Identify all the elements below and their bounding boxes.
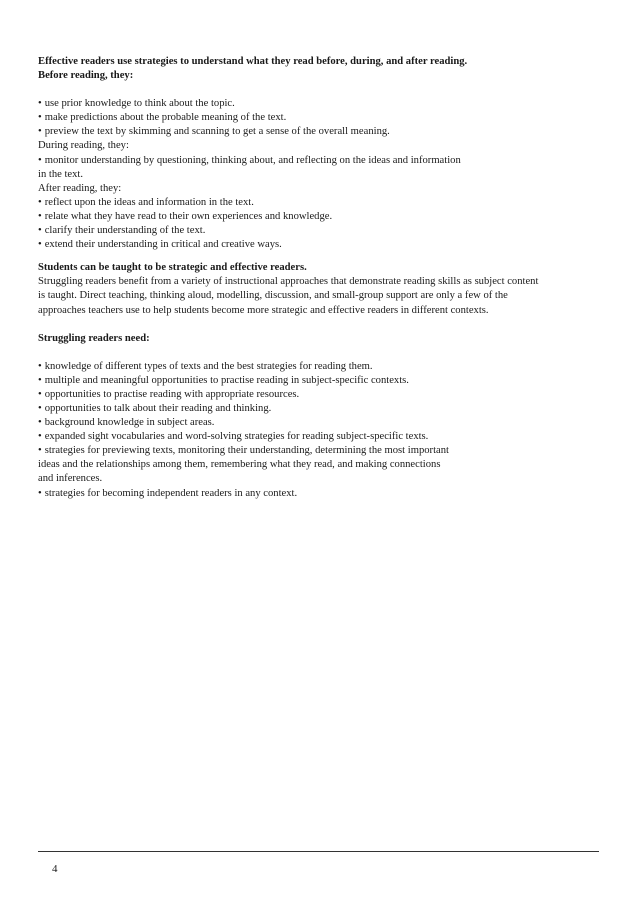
paragraph-line: Struggling readers benefit from a variety of instructional approaches that demonstrate reading skills as subject content [38, 276, 539, 288]
paragraph-line: is taught. Direct teaching, thinking aloud, modelling, discussion, and small-group support are only a few of the [38, 290, 508, 302]
spacer [38, 83, 608, 97]
list-item: • opportunities to practise reading with appropriate resources. [38, 388, 608, 402]
page-content [38, 55, 608, 501]
list-item: • make predictions about the probable meaning of the text. [38, 111, 608, 125]
list-item-continuation: and inferences. [38, 473, 103, 485]
list-item: • preview the text by skimming and scanning to get a sense of the overall meaning. [38, 125, 608, 139]
list-item: • use prior knowledge to think about the topic. [38, 97, 608, 111]
during-reading-heading: During reading, they: [38, 140, 129, 152]
list-item: • knowledge of different types of texts and the best strategies for reading them. [38, 360, 608, 374]
list-item: • multiple and meaningful opportunities to practise reading in subject-specific contexts. [38, 374, 608, 388]
list-item-continuation: ideas and the relationships among them, remembering what they read, and making connections [38, 459, 441, 471]
list-item: • extend their understanding in critical and creative ways. [38, 238, 608, 252]
list-item: • expanded sight vocabularies and word-solving strategies for reading subject-specific texts. [38, 430, 608, 444]
after-reading-heading: After reading, they: [38, 182, 122, 194]
list-item: • opportunities to talk about their reading and thinking. [38, 402, 608, 416]
list-item: • strategies for becoming independent readers in any context. [38, 487, 608, 501]
section-heading-strategic-readers: Students can be taught to be strategic and effective readers. [38, 262, 307, 274]
list-item: • background knowledge in subject areas. [38, 416, 608, 430]
list-item: • strategies for previewing texts, monitoring their understanding, determining the most important [38, 444, 608, 458]
before-reading-heading: Before reading, they: [38, 70, 134, 82]
spacer [38, 346, 608, 360]
spacer [38, 318, 608, 332]
section-heading-effective-readers: Effective readers use strategies to understand what they read before, during, and after reading. [38, 56, 468, 67]
list-item: • reflect upon the ideas and information in the text. [38, 196, 608, 210]
list-item-continuation: in the text. [38, 168, 84, 180]
list-item: • relate what they have read to their own experiences and knowledge. [38, 210, 608, 224]
page-number: 4 [52, 863, 58, 875]
spacer [38, 252, 608, 261]
footer-divider [38, 851, 599, 852]
list-item: • monitor understanding by questioning, thinking about, and reflecting on the ideas and information [38, 154, 608, 168]
section-heading-struggling-readers: Struggling readers need: [38, 332, 150, 344]
paragraph-line: approaches teachers use to help students become more strategic and effective readers in different contexts. [38, 304, 489, 316]
list-item: • clarify their understanding of the text. [38, 224, 608, 238]
